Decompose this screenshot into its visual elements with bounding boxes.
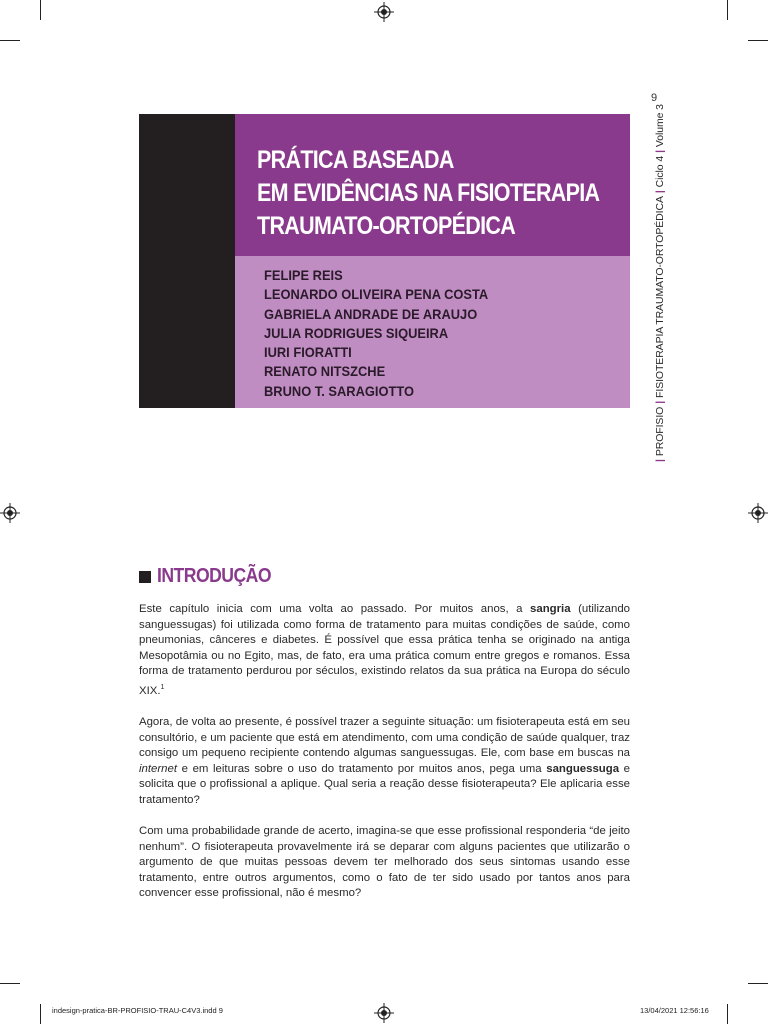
registration-mark-icon: [0, 503, 20, 523]
section-heading-text: INTRODUÇÃO: [157, 565, 272, 587]
bold-term: sanguessuga: [546, 762, 620, 775]
crop-mark: [40, 0, 41, 20]
paragraph: Com uma probabilidade grande de acerto, imagina-se que esse profissional responderia “de jeito nenhum”. O fisioterapeuta provavelmente irá se deparar com alguns pacientes que utilizarão o argumento de que muitas pessoas devem ter melhorado dos seus sintomas usando esse tratamento, entre outros argumentos, como o fato de ter sido usado por tantos anos para convencer esse profissional, não é mesmo?: [139, 825, 630, 900]
author-name: FELIPE REIS: [264, 267, 343, 283]
volume-label: Volume 3: [654, 104, 666, 148]
crop-mark: [727, 0, 728, 20]
footer-timestamp: 13/04/2021 12:56:16: [640, 1006, 709, 1015]
author-name: JULIA RODRIGUES SIQUEIRA: [264, 324, 449, 341]
chapter-title-line: TRAUMATO-ORTOPÉDICA: [257, 212, 516, 240]
paragraph: Este capítulo inicia com uma volta ao passado. Por muitos anos, a sangria (utilizando sanguessugas) foi utilizada como forma de tratamento para muitas condições de saúde, como pneumonias, cânceres e diabetes. É possível que essa prática tenha se originado na antiga Mesopotâmia ou no Egito, mas, de fato, era uma prática comum entre gregos e romanos. Essa forma de tratamento perdurou por séculos, existindo relatos da sua prática na Europa do século XIX.$^1$: [139, 603, 631, 697]
author-name: GABRIELA ANDRADE DE ARAUJO: [264, 305, 478, 322]
program-label: FISIOTERAPIA TRAUMATO-ORTOPÉDICA: [654, 196, 666, 398]
square-bullet-icon: [139, 571, 151, 583]
divider: |: [654, 190, 666, 194]
crop-mark: [0, 983, 20, 984]
author-name: RENATO NITSZCHE: [264, 363, 386, 380]
paragraph: Agora, de volta ao presente, é possível trazer a seguinte situação: um fisioterapeuta está em seu consultório, e um paciente que está em atendimento, com uma condição de saúde qualquer, traz consigo um pequeno recipiente contendo algumas sanguessugas. Ele, com base em buscas na internet e em leituras sobre o uso do tratamento por muitos anos, pega uma sanguessuga e solicita que o profissional a aplique. Qual seria a reação desse fisioterapeuta? Ele aplicaria esse tratamento?: [139, 715, 631, 806]
author-name: BRUNO T. SARAGIOTTO: [264, 382, 415, 399]
registration-mark-icon: [374, 2, 394, 22]
crop-mark: [40, 1004, 41, 1024]
italic-term: internet: [139, 762, 177, 775]
crop-mark: [727, 1004, 728, 1024]
cycle-label: Ciclo 4: [654, 155, 666, 188]
chapter-title-line: EM EVIDÊNCIAS NA FISIOTERAPIA: [257, 179, 600, 207]
footer-filename: indesign-pratica-BR-PROFISIO-TRAU-C4V3.indd 9: [52, 1006, 223, 1015]
registration-mark-icon: [748, 503, 768, 523]
section-heading: [139, 565, 287, 588]
footnote-ref: 1: [160, 683, 165, 691]
author-name: LEONARDO OLIVEIRA PENA COSTA: [264, 286, 489, 303]
divider: |: [654, 400, 666, 404]
series-label: PROFISIO: [654, 406, 666, 457]
side-running-header: [650, 105, 670, 465]
page-number: 9: [651, 92, 658, 104]
crop-mark: [0, 40, 20, 41]
chapter-black-block: [139, 114, 235, 408]
author-name: IURI FIORATTI: [264, 344, 352, 361]
chapter-title: [257, 144, 600, 243]
registration-mark-icon: [374, 1003, 394, 1023]
chapter-title-line: PRÁTICA BASEADA: [257, 146, 454, 174]
author-list: [264, 266, 595, 401]
body-text: [139, 602, 630, 918]
divider: |: [654, 459, 666, 462]
bold-term: sangria: [530, 603, 571, 615]
divider: |: [654, 150, 666, 153]
crop-mark: [748, 983, 768, 984]
crop-mark: [748, 40, 768, 41]
